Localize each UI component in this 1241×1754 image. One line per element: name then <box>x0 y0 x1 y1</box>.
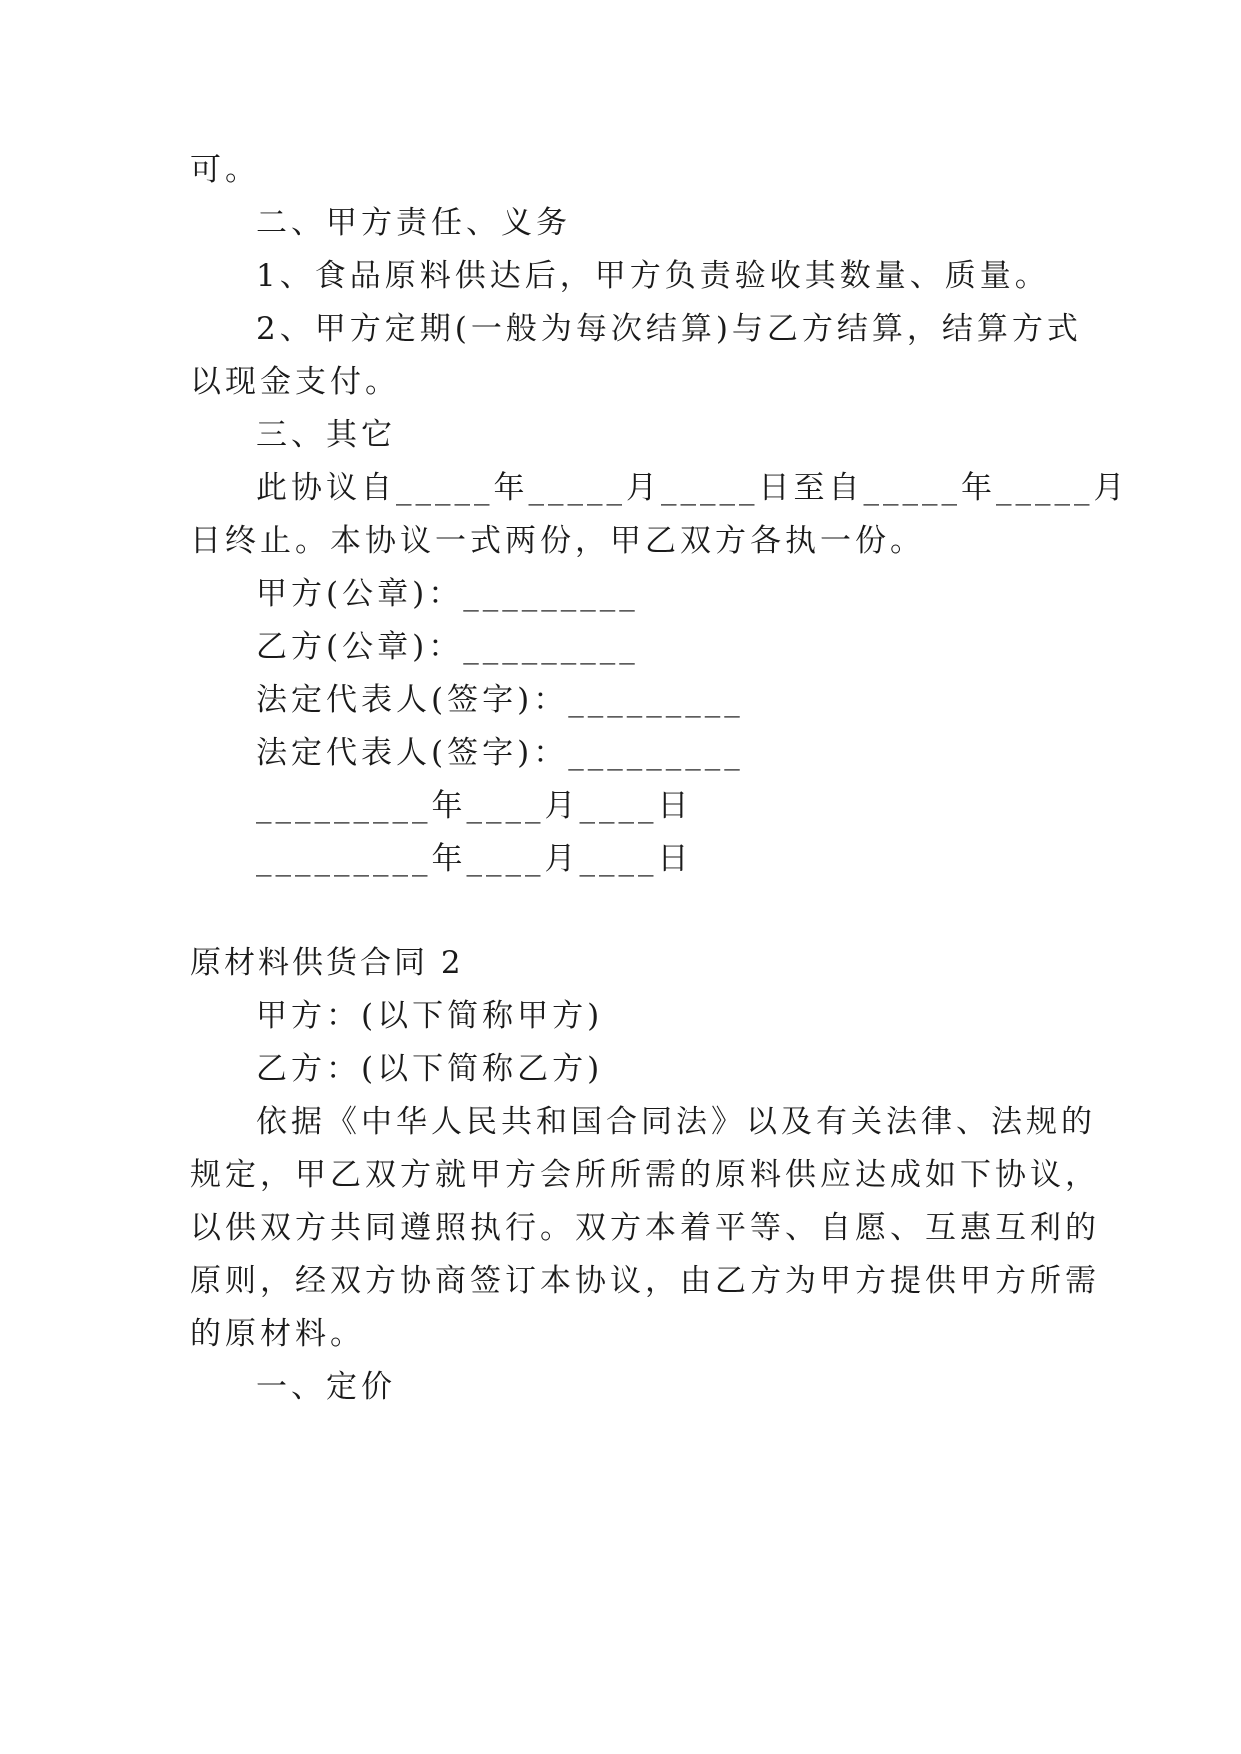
paragraph-line: 日终止。本协议一式两份，甲乙双方各执一份。 <box>190 523 925 559</box>
paragraph-line: 的原材料。 <box>190 1316 365 1352</box>
signature-line: 乙方(公章)：_________ <box>256 629 639 665</box>
party-line: 乙方：(以下简称乙方) <box>256 1051 604 1087</box>
section-heading: 二、甲方责任、义务 <box>256 205 571 241</box>
signature-line: 甲方(公章)：_________ <box>256 576 639 612</box>
paragraph-line: 规定，甲乙双方就甲方会所所需的原料供应达成如下协议， <box>190 1157 1100 1193</box>
paragraph-line: 此协议自_____年_____月_____日至自_____年_____月 <box>256 470 1129 506</box>
paragraph-line: 可。 <box>190 152 260 188</box>
paragraph-line: 依据《中华人民共和国合同法》以及有关法律、法规的 <box>256 1104 1096 1140</box>
paragraph-line: 以现金支付。 <box>190 364 400 400</box>
paragraph-line: 原则，经双方协商签订本协议，由乙方为甲方提供甲方所需 <box>190 1263 1100 1299</box>
signature-line: 法定代表人(签字)：_________ <box>256 735 744 771</box>
party-line: 甲方：(以下简称甲方) <box>256 998 604 1034</box>
section-heading: 一、定价 <box>256 1369 396 1405</box>
paragraph-line: 2、甲方定期(一般为每次结算)与乙方结算，结算方式 <box>256 311 1082 347</box>
signature-line: 法定代表人(签字)：_________ <box>256 682 744 718</box>
date-line: _________年____月____日 <box>256 841 693 877</box>
section-heading: 三、其它 <box>256 417 396 453</box>
document-title: 原材料供货合同 2 <box>190 945 464 981</box>
paragraph-line: 1、食品原料供达后，甲方负责验收其数量、质量。 <box>256 258 1050 294</box>
paragraph-line: 以供双方共同遵照执行。双方本着平等、自愿、互惠互利的 <box>190 1210 1100 1246</box>
date-line: _________年____月____日 <box>256 788 693 824</box>
